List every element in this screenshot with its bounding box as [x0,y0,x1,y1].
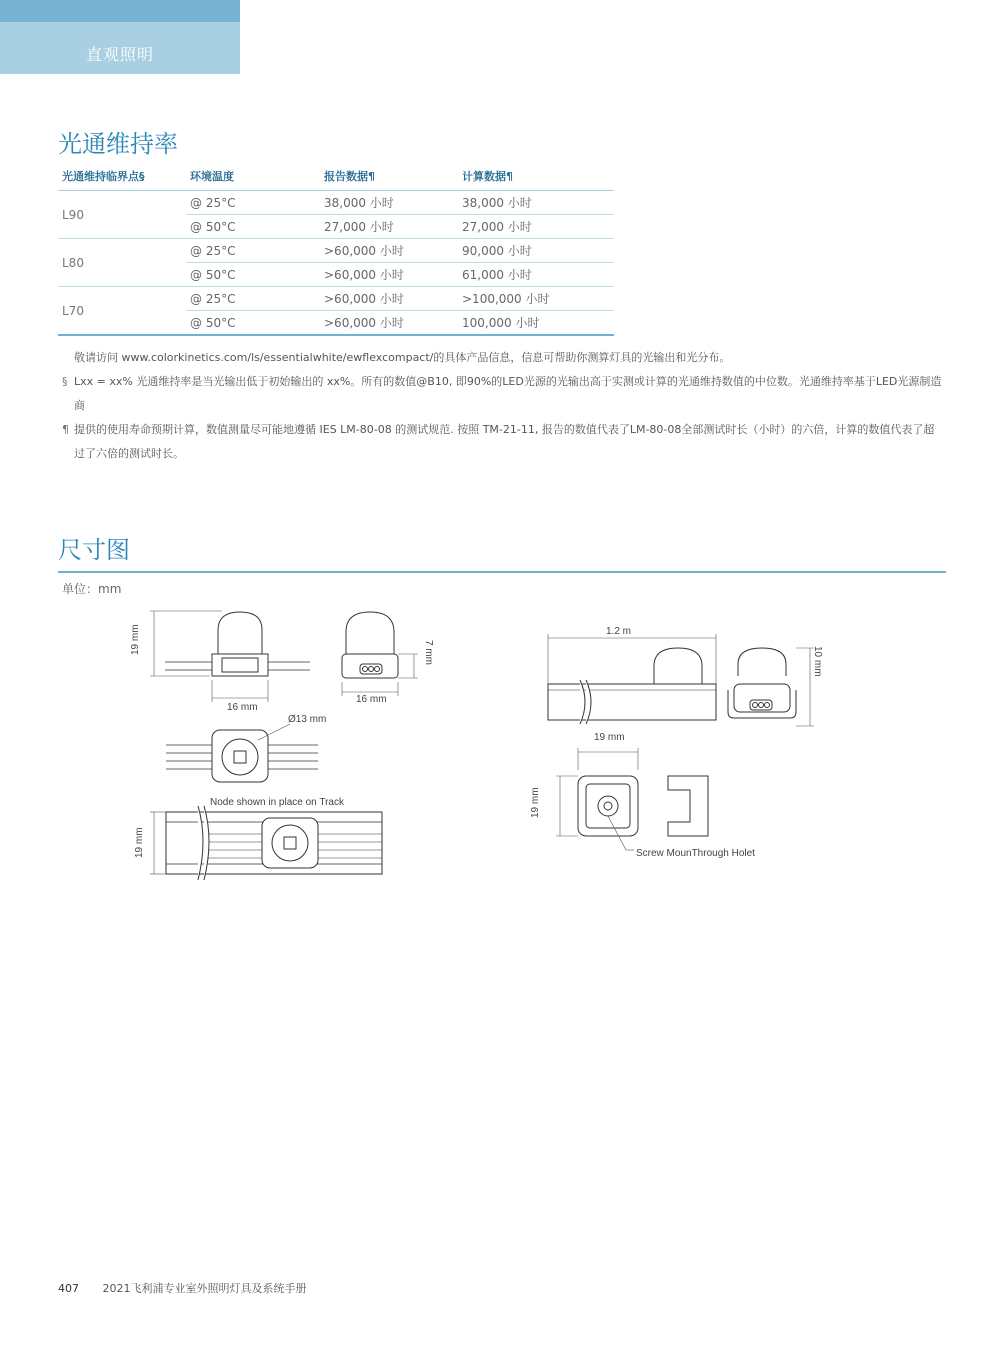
pilcrow-note: 提供的使用寿命预期计算，数值测量尽可能地遵循 IES LM-80-08 的测试规范. 按照 TM-21-11, 报告的数值代表了LM-80-08全部测试时长（小时）的六倍，计算的数值代表了超 [74,423,935,436]
calculated-cell: 61,000 小时 [458,263,614,287]
reported-cell: >60,000 小时 [320,263,458,287]
track-profile [548,626,823,726]
node-on-track [134,797,382,880]
len-1-2m-label: 1.2 m [606,626,632,637]
unit-label: 单位：mm [62,582,122,596]
reported-cell: 27,000 小时 [320,215,458,239]
temp-cell: @ 50°C [186,215,320,239]
reported-cell: 38,000 小时 [324,196,394,210]
temp-cell: @ 50°C [186,311,320,336]
screw-label: Screw MounThrough Holet [636,848,755,859]
h7-label: 7 mm [423,640,434,665]
node-track-label: Node shown in place on Track [210,797,344,808]
reported-cell: >60,000 小时 [320,239,458,263]
w16-side-label: 16 mm [356,694,387,705]
footer [58,1280,307,1296]
dia13-label: Ø13 mm [288,714,327,725]
w16-front-label: 16 mm [227,702,258,713]
temp-cell: @ 25°C [186,239,320,263]
lumen-title: 光通维持率 [58,130,178,158]
calculated-cell: 90,000 小时 [458,239,614,263]
level-cell: L80 [58,239,186,287]
section-label: 直观照明 [86,45,155,64]
calculated-cell: 38,000 小时 [462,196,532,210]
node-front-view [130,611,310,713]
node-top-view [166,714,326,782]
col-reported: 报告数据¶ [320,162,458,191]
visit-note: 敬请访问 www.colorkinetics.com/ls/essentialwhite/ewflexcompact/的具体产品信息，信息可帮助你测算灯具的光输出和光分布。 [74,351,731,364]
section-mark: § [62,375,68,388]
node-screw-view [530,732,755,859]
h19-left-label: 19 mm [130,624,141,655]
temp-cell: @ 25°C [186,287,320,311]
pilcrow-note-cont: 过了六倍的测试时长。 [74,447,184,460]
h19-track-label: 19 mm [134,827,145,858]
h10-label: 10 mm [812,646,823,677]
level-cell: L90 [62,207,84,222]
node-side-view [342,612,434,705]
reported-cell: >60,000 小时 [320,287,458,311]
calculated-cell: 100,000 小时 [458,311,614,336]
reported-cell: >60,000 小时 [320,311,458,336]
page-number: 407 [58,1282,79,1295]
calculated-cell: 27,000 小时 [458,215,614,239]
dimensions-title: 尺寸图 [58,536,130,564]
level-cell: L70 [58,287,186,336]
temp-cell: @ 50°C [186,263,320,287]
col-calculated: 计算数据¶ [458,162,614,191]
footer-title: 2021飞利浦专业室外照明灯具及系统手册 [102,1282,307,1295]
pilcrow-mark: ¶ [62,423,69,436]
temp-cell: @ 25°C [190,195,236,210]
col-threshold: 光通维持临界点§ [58,162,186,191]
section-note: Lxx = xx% 光通维持率是当光输出低于初始输出的 xx%。所有的数值@B10, 即90%的LED光源的光输出高于实测或计算的光通维持数值的中位数。光通维持率基于LED光源制造商 [74,375,942,412]
h19-right-label: 19 mm [530,787,541,818]
w19-top-label: 19 mm [594,732,625,743]
col-temp: 环境温度 [186,162,320,191]
calculated-cell: >100,000 小时 [458,287,614,311]
